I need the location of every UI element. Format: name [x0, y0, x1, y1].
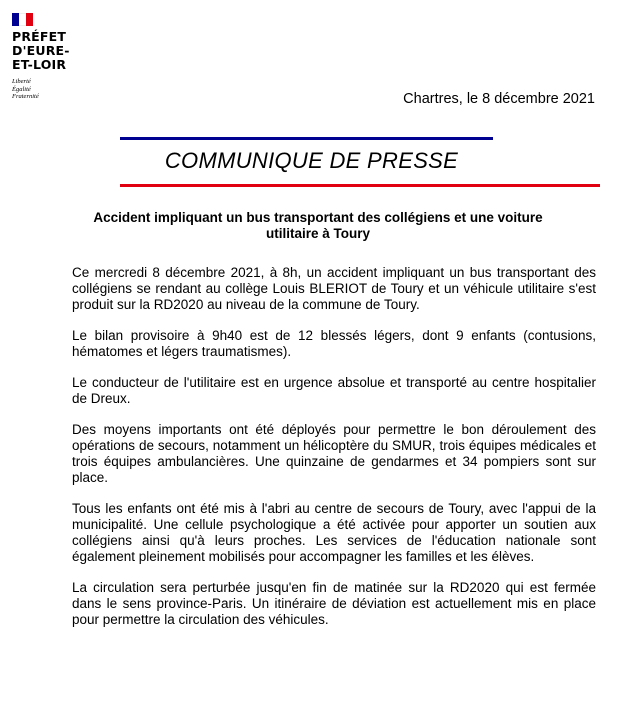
paragraph-4: Des moyens importants ont été déployés pour permettre le bon déroulement des opérations de secours, notamment un hélicoptère du SMUR, trois équipes médicales et trois équipes ambulancières. Une quinzaine de gendarmes et 34 pompiers sont sur place.	[72, 422, 596, 485]
paragraph-2: Le bilan provisoire à 9h40 est de 12 blessés légers, dont 9 enfants (contusions, hématomes et légers traumatismes).	[72, 328, 596, 359]
document-title: COMMUNIQUE DE PRESSE	[164, 148, 459, 173]
prefecture-logo	[12, 13, 82, 101]
republic-motto	[12, 78, 82, 101]
press-body	[72, 265, 596, 643]
paragraph-6: La circulation sera perturbée jusqu'en fin de matinée sur la RD2020 qui est fermée dans le sens province-Paris. Un itinéraire de déviation est actuellement mis en place pour permettre la circulation des véhicules.	[72, 580, 596, 627]
logo-line-3: ET-LOIR	[12, 57, 67, 72]
logo-line-1: PRÉFET	[12, 29, 67, 44]
press-headline: Accident impliquant un bus transportant des collégiens et une voiture utilitaire à Toury	[93, 210, 543, 241]
blue-divider	[120, 137, 493, 140]
motto-fraternite: Fraternité	[12, 93, 39, 100]
paragraph-5: Tous les enfants ont été mis à l'abri au centre de secours de Toury, avec l'appui de la municipalité. Une cellule psychologique a été activée pour apporter un soutien aux collégiens ainsi qu'à leurs proches. Les services de l'éducation nationale sont également pleinement mobilisés pour accompagner les familles et les élèves.	[72, 501, 596, 564]
marianne-flag-icon	[12, 13, 33, 26]
logo-line-2: D'EURE-	[12, 43, 70, 58]
document-date: Chartres, le 8 décembre 2021	[403, 91, 595, 107]
paragraph-1: Ce mercredi 8 décembre 2021, à 8h, un accident impliquant un bus transportant des collégiens se rendant au collège Louis BLERIOT de Toury et un véhicule utilitaire s'est produit sur la RD2020 au niveau de la commune de Toury.	[72, 265, 596, 312]
motto-egalite: Égalité	[12, 85, 31, 93]
red-divider	[120, 184, 600, 187]
paragraph-3: Le conducteur de l'utilitaire est en urgence absolue et transporté au centre hospitalier de Dreux.	[72, 375, 596, 406]
motto-liberte: Liberté	[12, 78, 31, 85]
